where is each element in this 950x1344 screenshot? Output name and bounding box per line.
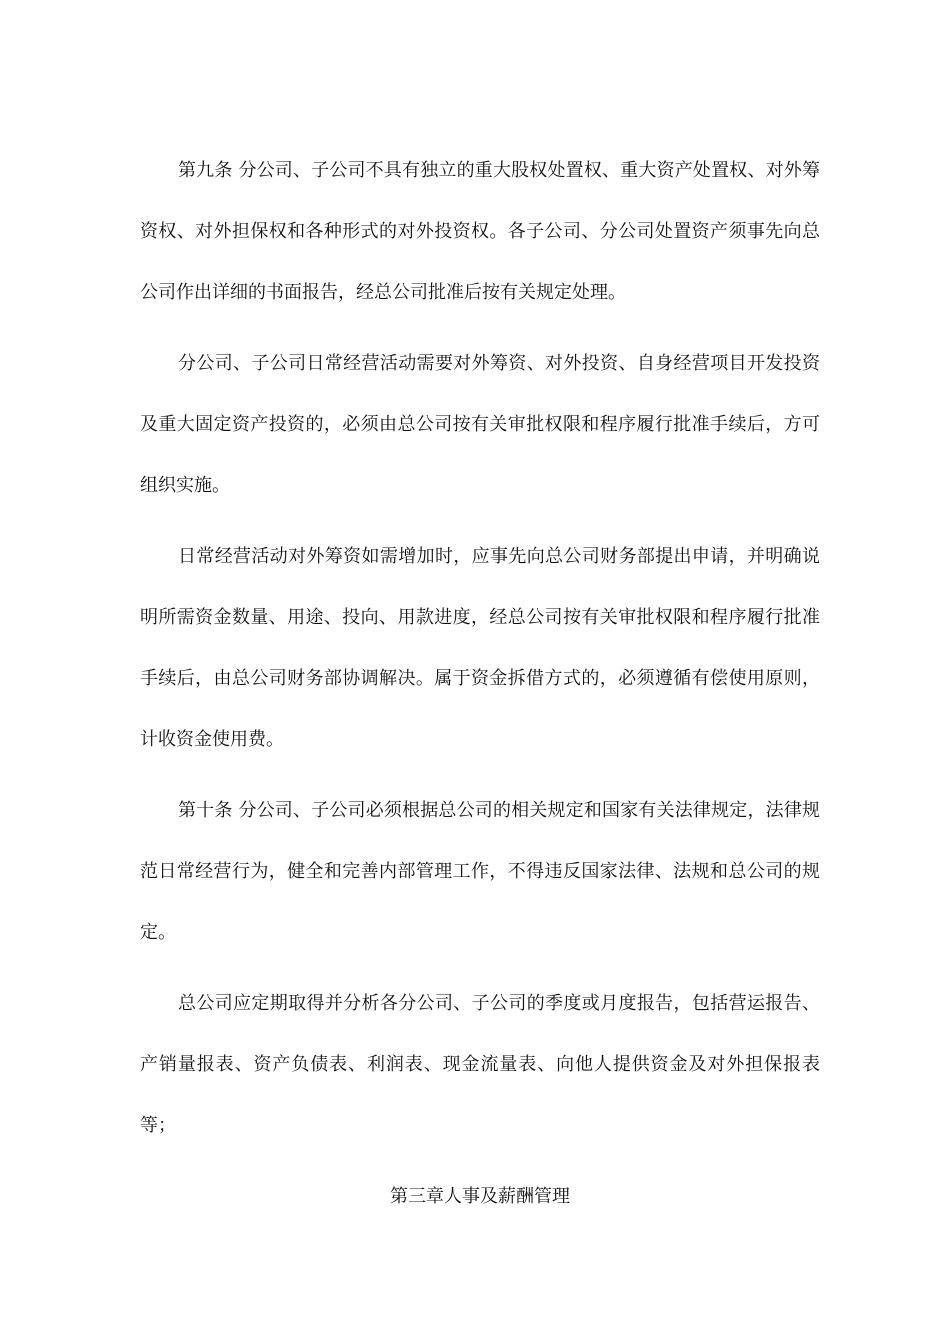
paragraph-financing-approval: 分公司、子公司日常经营活动需要对外筹资、对外投资、自身经营项目开发投资及重大固定资产投资的，必须由总公司按有关审批权限和程序履行批准手续后，方可组织实施。 xyxy=(140,353,820,496)
chapter-title: 第三章人事及薪酬管理 xyxy=(390,1186,570,1207)
paragraph-financing-increase: 日常经营活动对外筹资如需增加时，应事先向总公司财务部提出申请，并明确说明所需资金数量、用途、投向、用款进度，经总公司按有关审批权限和程序履行批准手续后，由总公司财务部协调解决。属于资金拆借方式的，必须遵循有偿使用原则，计收资金使用费。 xyxy=(140,546,820,750)
paragraph-article-10: 第十条 分公司、子公司必须根据总公司的相关规定和国家有关法律规定，法律规范日常经营行为，健全和完善内部管理工作，不得违反国家法律、法规和总公司的规定。 xyxy=(140,800,820,943)
paragraph-periodic-reports: 总公司应定期取得并分析各分公司、子公司的季度或月度报告，包括营运报告、产销量报表、资产负债表、利润表、现金流量表、向他人提供资金及对外担保报表等； xyxy=(140,993,820,1136)
document-body xyxy=(140,140,820,1227)
paragraph-article-9: 第九条 分公司、子公司不具有独立的重大股权处置权、重大资产处置权、对外筹资权、对外担保权和各种形式的对外投资权。各子公司、分公司处置资产须事先向总公司作出详细的书面报告，经总公司批准后按有关规定处理。 xyxy=(140,160,820,303)
